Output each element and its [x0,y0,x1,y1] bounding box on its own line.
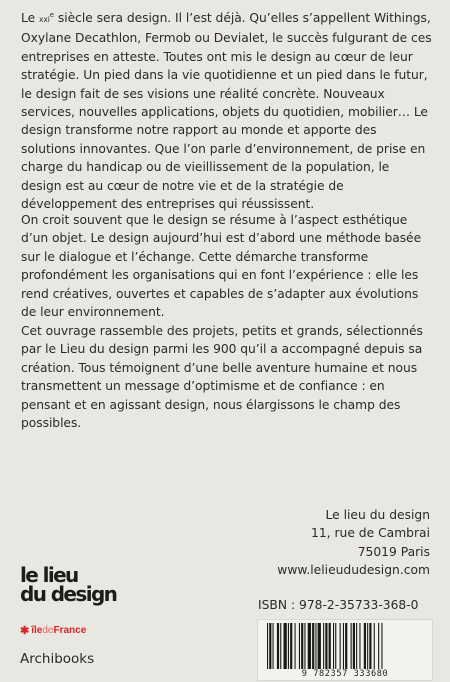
barcode-bar [267,623,268,671]
barcode-bar [364,623,366,671]
barcode-bar [325,623,327,671]
barcode-bar [335,623,336,671]
text-lead: Le [21,11,39,25]
address-website: www.lelieududesign.com [277,563,430,578]
century-superscript: e [49,10,55,19]
idf-part-2: de [42,625,54,636]
barcode-bar [367,623,368,671]
text-rest: siècle sera design. Il l’est déjà. Qu’elles s’appellent Withings, Oxylane Decathlon, Fermob ou Devialet, le succès fulgurant de ces entreprises en atteste. Toutes ont mis le design au cœur de leur stratégie. Un pied dans la vie quotidienne et un pied dans le futur, le design fait de ses visions une réalité concrète. Nouveaux services, nouvelles applications, objets du quotidien, mobilier… Le design transforme notre rapport au monde et apporte des solutions innovantes. Que l’on parle d’environnement, de prise en charge du handicap ou de vieillissement de la population, le design est au cœur de notre vie et de la stratégie de développement des entreprises qui réussissent. [21,11,432,212]
logo-line-1: le lieu [20,563,78,587]
paragraph-intro [21,9,433,213]
barcode-bar [290,623,292,671]
address-city: 75019 Paris [357,544,430,559]
barcode-bar [288,623,289,671]
barcode-digits: 9 782357 333680 [261,669,429,679]
barcode-bar [284,623,287,671]
barcode-bar [308,623,311,671]
barcode-bar [374,623,375,671]
paragraph-book-text: Cet ouvrage rassemble des projets, petits et grands, sélectionnés par le Lieu du design parmi les 900 qu’il a accompagné depuis sa création. Tous témoignent d’une belle aventure humaine et nous transmettent un message d’optimisme et de confiance : en pensant et en agissant design, nous élargissons le champ des possibles. [21,324,423,431]
paragraph-book [21,322,433,432]
barcode-bar [273,623,274,671]
barcode-bar [359,623,360,671]
address-street: 11, rue de Cambrai [311,526,430,541]
ile-de-france-logo [20,624,86,637]
paragraph-method-text: On croit souvent que le design se résume à l’aspect esthétique d’un objet. Le design aujourd’hui est d’abord une méthode basée sur le dialogue et l’échange. Cette démarche transforme profondément les organisations qui en font l’expérience : elle les rend créatives, ouvertes et capables de s’adapter aux évolutions de leur environnement. [21,213,422,320]
barcode-bar [323,623,324,671]
barcode-bar [351,623,352,671]
paragraph-method [21,211,433,321]
barcode-bar [378,623,379,671]
barcode-bar [369,623,371,671]
barcode-bar [329,623,331,671]
barcode-bar [343,623,344,671]
barcode-bar [353,623,355,671]
barcode-bar [333,623,334,671]
barcode-bar [269,623,271,671]
idf-part-3: France [53,625,87,636]
lieu-du-design-logo [20,563,117,606]
logo-line-2: du design [20,582,117,606]
barcode [257,619,433,681]
barcode-bar [356,623,357,671]
barcode-bar [381,623,382,671]
barcode-bar [277,623,279,671]
star-icon: ✱ [20,625,30,637]
barcode-bar [295,623,296,671]
barcode-bar [315,623,316,671]
barcode-bar [304,623,305,671]
century-numeral: xxi [38,15,50,24]
barcode-bar [280,623,281,671]
barcode-bar [301,623,303,671]
barcode-bar [299,623,300,671]
publisher-name: Archibooks [20,651,95,667]
address-name: Le lieu du design [325,508,430,522]
barcode-bar [312,623,314,671]
barcode-bar [345,623,347,671]
barcode-bars [261,623,429,671]
publisher-address [277,506,430,580]
idf-part-1: île [31,625,43,636]
barcode-bar [318,623,321,671]
barcode-bar [340,623,341,671]
isbn-label: ISBN : 978-2-35733-368-0 [258,598,419,612]
